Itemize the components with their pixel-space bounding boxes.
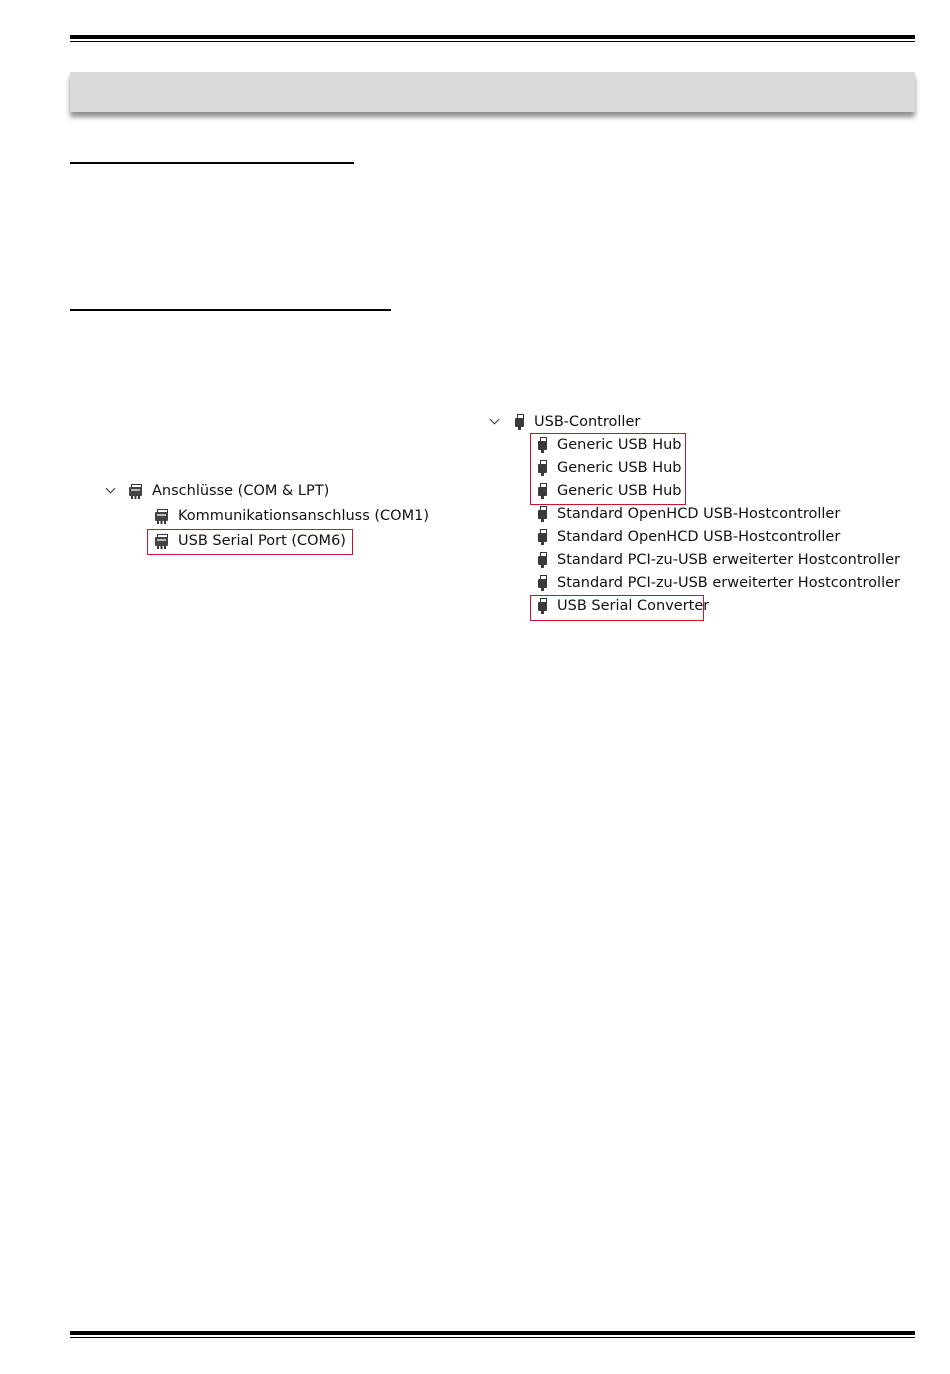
tree-item-label: USB Serial Port (COM6) — [178, 533, 346, 549]
usb-plug-icon — [538, 575, 547, 591]
tree-category-ports[interactable] — [104, 481, 329, 501]
usb-plug-icon — [515, 414, 524, 430]
tree-item-usb[interactable] — [538, 550, 900, 570]
highlight-box-com6 — [147, 529, 353, 555]
tree-category-label: USB-Controller — [534, 414, 641, 430]
tree-item-label: Generic USB Hub — [557, 437, 682, 453]
chevron-down-icon[interactable] — [104, 484, 118, 498]
tree-category-usb[interactable] — [488, 412, 640, 432]
header-rule — [70, 35, 915, 42]
tree-item-label: USB Serial Converter — [557, 598, 710, 614]
highlight-box-generic-hubs — [530, 433, 686, 505]
serial-port-icon — [155, 509, 168, 524]
serial-port-icon — [129, 484, 142, 499]
footer-rule — [70, 1331, 915, 1338]
tree-item-usb[interactable] — [538, 504, 840, 524]
tree-category-label: Anschlüsse (COM & LPT) — [152, 483, 330, 499]
tree-item-label: Standard OpenHCD USB-Hostcontroller — [557, 506, 841, 522]
highlight-box-serial-converter — [530, 595, 704, 621]
usb-plug-icon — [538, 529, 547, 545]
heading-underline-2 — [70, 309, 391, 311]
usb-plug-icon — [538, 506, 547, 522]
tree-item-label: Standard PCI-zu-USB erweiterter Hostcontroller — [557, 575, 900, 591]
tree-item-label: Generic USB Hub — [557, 483, 682, 499]
tree-item-label: Standard OpenHCD USB-Hostcontroller — [557, 529, 841, 545]
tree-item-usb[interactable] — [538, 527, 840, 547]
section-banner — [70, 72, 915, 112]
tree-item-label: Kommunikationsanschluss (COM1) — [178, 508, 429, 524]
tree-item-usb[interactable] — [538, 573, 900, 593]
tree-item-com1[interactable] — [155, 506, 429, 526]
usb-plug-icon — [538, 552, 547, 568]
tree-item-label: Standard PCI-zu-USB erweiterter Hostcontroller — [557, 552, 900, 568]
chevron-down-icon[interactable] — [488, 415, 502, 429]
tree-item-label: Generic USB Hub — [557, 460, 682, 476]
heading-underline-1 — [70, 162, 354, 164]
